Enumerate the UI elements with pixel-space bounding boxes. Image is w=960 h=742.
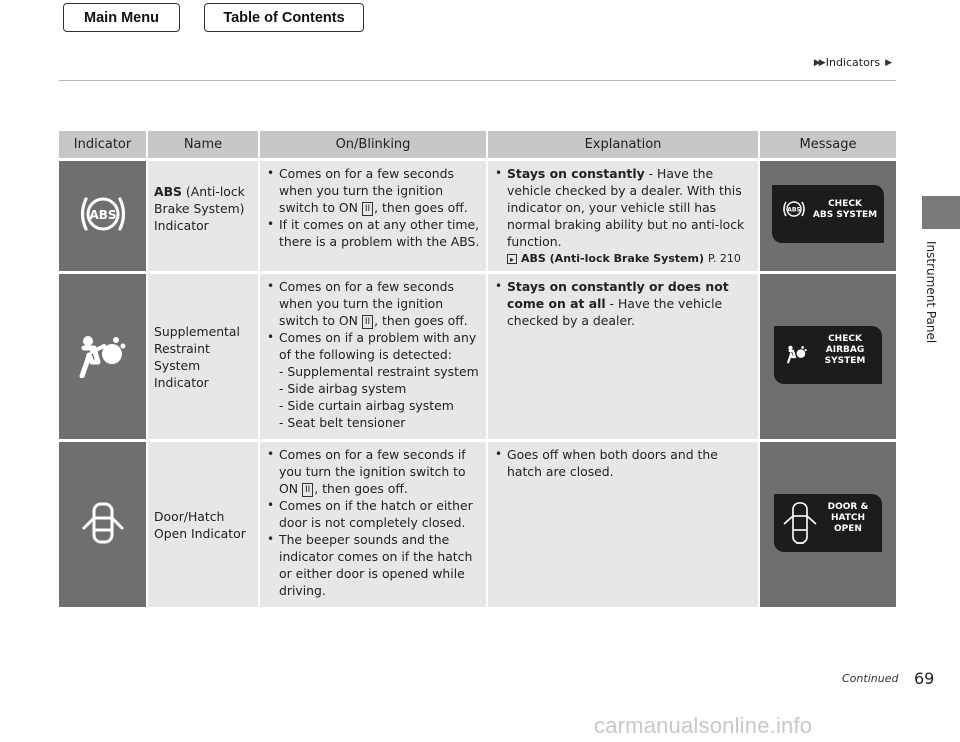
header-message: Message (760, 131, 896, 158)
svg-text:ABS: ABS (787, 206, 801, 214)
list-item: • Comes on for a few seconds if you turn the ignition switch to ON II , then goes off. (266, 446, 480, 497)
sub-item: - Side airbag system (279, 381, 407, 396)
explanation-cell (488, 439, 760, 607)
list-item: • Stays on constantly or does not come on at all - Have the vehicle checked by a dealer. (494, 278, 752, 329)
indicator-cell (59, 158, 148, 271)
message-text: ABS SYSTEM (812, 210, 878, 220)
airbag-icon (786, 344, 808, 364)
message-text: AIRBAG (825, 344, 865, 355)
message-text: CHECK (828, 199, 862, 209)
abs-icon (78, 193, 128, 235)
message-text: DOOR & (827, 501, 869, 512)
table-row (59, 439, 896, 607)
list-item: • Stays on constantly - Have the vehicle checked by a dealer. With this indicator on, your vehicle still has normal braking ability but no anti-lock function. (494, 165, 752, 250)
breadcrumb (814, 56, 892, 69)
message-cell (760, 158, 896, 271)
door-open-icon (81, 500, 125, 546)
list-item: • Comes on for a few seconds when you turn the ignition switch to ON II , then goes off. (266, 278, 480, 329)
message-cell (760, 439, 896, 607)
name-cell (148, 158, 260, 271)
ignition-key-icon: II (362, 315, 373, 329)
name-cell (148, 271, 260, 439)
message-text: HATCH (830, 512, 866, 523)
watermark: carmanualsonline.info (594, 713, 813, 738)
table-of-contents-button[interactable]: Table of Contents (204, 3, 364, 32)
message-text: OPEN (834, 523, 862, 534)
indicator-cell (59, 271, 148, 439)
sub-item: - Seat belt tensioner (279, 415, 406, 430)
table-row (59, 158, 896, 271)
list-item: • Comes on for a few seconds when you turn the ignition switch to ON II , then goes off. (266, 165, 480, 216)
ignition-key-icon: II (302, 483, 313, 497)
abs-icon (782, 199, 806, 219)
name-bold: ABS (154, 184, 182, 199)
on-blinking-cell (260, 271, 488, 439)
sub-item: - Supplemental restraint system (279, 364, 479, 379)
header-indicator: Indicator (59, 131, 148, 158)
explanation-cell (488, 271, 760, 439)
list-item: • Goes off when both doors and the hatch are closed. (494, 446, 752, 480)
list-item: • If it comes on at any other time, there is a problem with the ABS. (266, 216, 480, 250)
indicator-table (59, 131, 896, 607)
page-number: 69 (914, 669, 935, 688)
svg-text:ABS: ABS (88, 208, 117, 222)
airbag-icon (78, 332, 128, 378)
indicator-cell (59, 439, 148, 607)
name-text: Door/Hatch Open Indicator (154, 508, 246, 541)
header-explanation: Explanation (488, 131, 760, 158)
sub-item: - Side curtain airbag system (279, 398, 454, 413)
on-blinking-cell (260, 158, 488, 271)
message-cell (760, 271, 896, 439)
page-reference[interactable]: ▸ ABS (Anti-lock Brake System) P. 210 (494, 250, 752, 267)
header-on-blinking: On/Blinking (260, 131, 488, 158)
section-tab-marker (922, 196, 960, 229)
main-menu-button[interactable]: Main Menu (63, 3, 180, 32)
table-row (59, 271, 896, 439)
list-item: • Comes on if the hatch or either door is not completely closed. (266, 497, 480, 531)
list-item: • Comes on if a problem with any of the following is detected: - Supplemental restraint system - Side airbag system - Side curtain airbag system - Seat belt tensioner (266, 329, 480, 431)
table-header-row (59, 131, 896, 158)
explanation-cell (488, 158, 760, 271)
breadcrumb-arrow-icon: ▶ (885, 57, 892, 68)
breadcrumb-label[interactable]: Indicators (825, 56, 881, 69)
name-text: Supplemental Restraint System Indicator (154, 323, 240, 390)
ignition-key-icon: II (362, 202, 373, 216)
header-name: Name (148, 131, 260, 158)
section-tab-label: Instrument Panel (924, 241, 938, 344)
on-blinking-cell (260, 439, 488, 607)
continued-label: Continued (842, 672, 899, 685)
message-display (774, 326, 882, 384)
message-display (774, 494, 882, 552)
header-divider (59, 80, 896, 81)
message-display (772, 185, 884, 243)
message-text: CHECK (828, 333, 862, 344)
car-doors-open-icon (780, 500, 820, 546)
name-cell (148, 439, 260, 607)
breadcrumb-arrow-icon: ▶▶ (813, 57, 824, 68)
name-text: (Anti-lock Brake System) Indicator (154, 184, 245, 233)
reference-arrow-icon: ▸ (507, 254, 517, 264)
message-text: SYSTEM (824, 355, 866, 366)
list-item: • The beeper sounds and the indicator comes on if the hatch or either door is opened while driving. (266, 531, 480, 599)
